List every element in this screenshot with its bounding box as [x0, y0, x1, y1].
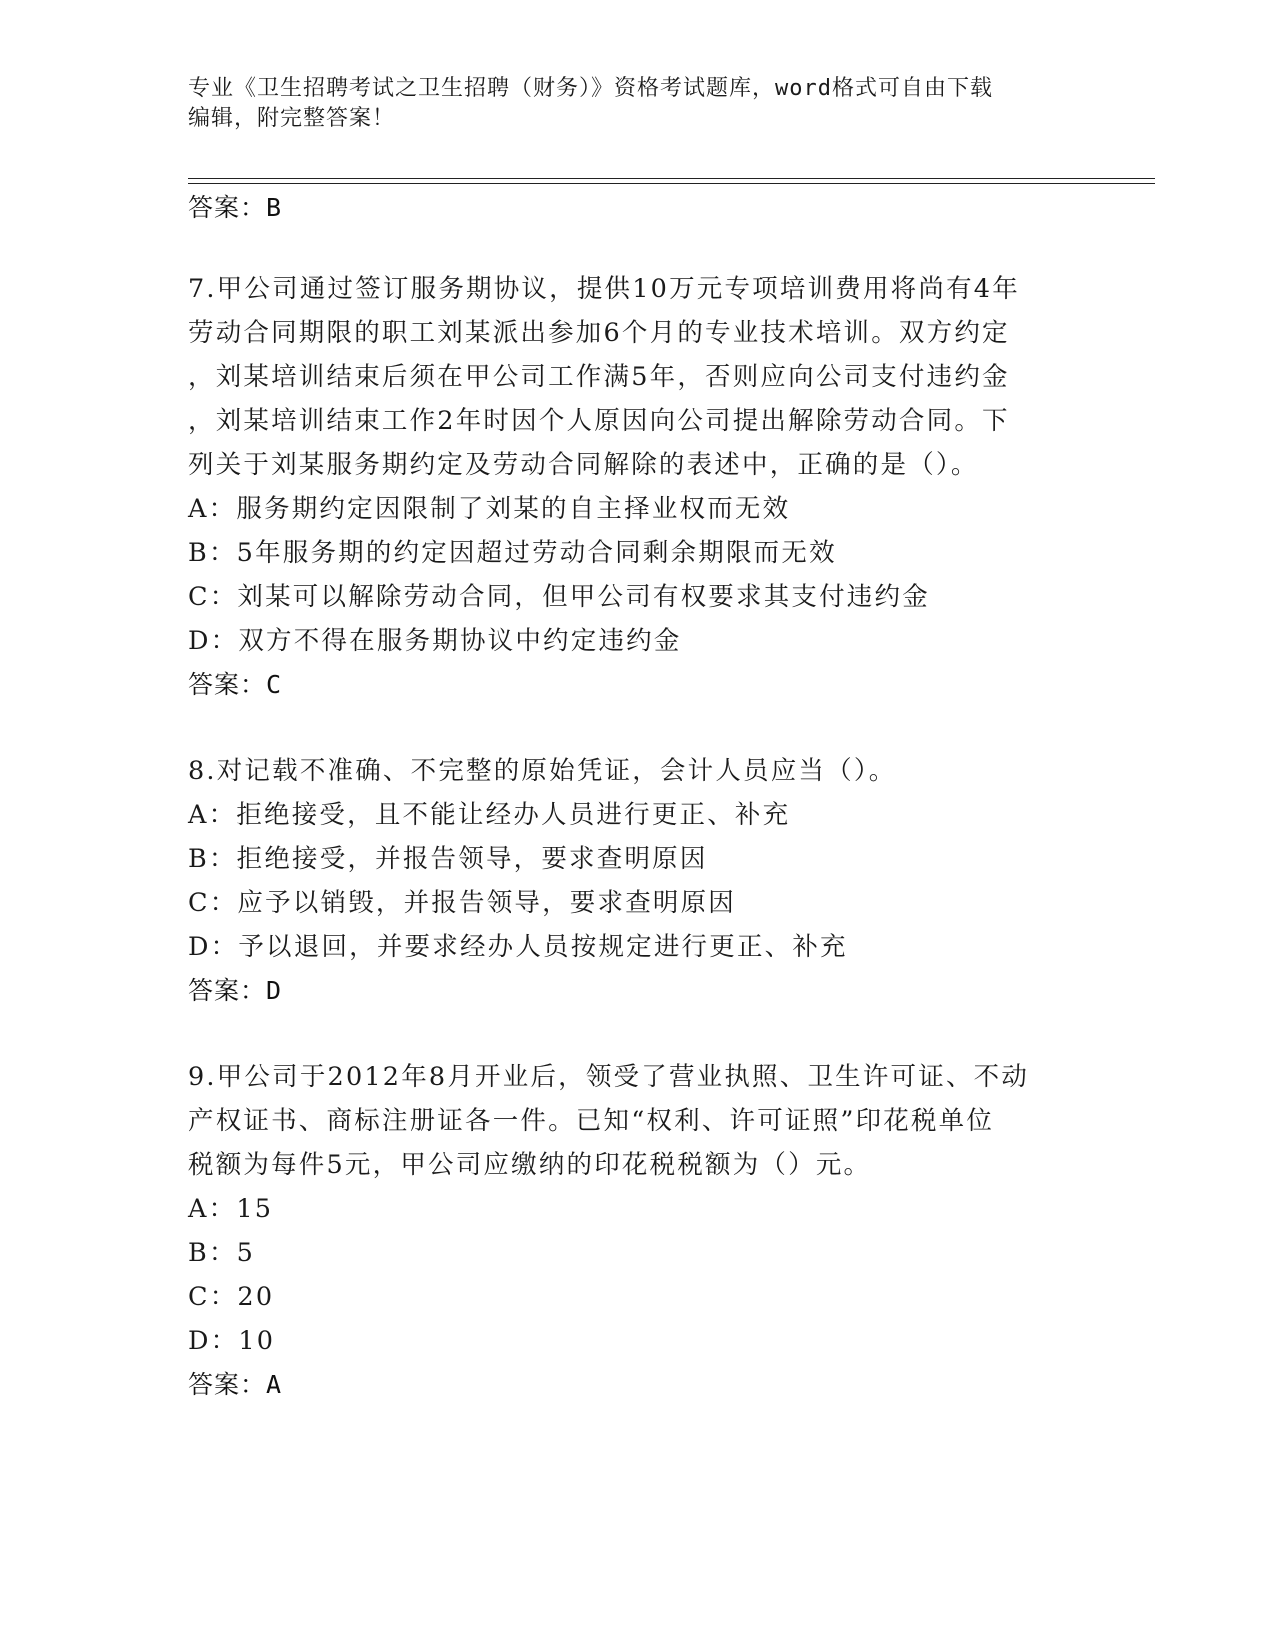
header-divider-bottom: [188, 183, 1155, 184]
question-7-line-4: ，刘某培训结束工作2年时因个人原因向公司提出解除劳动合同。下: [188, 406, 1010, 436]
question-9-line-3: 税额为每件5元，甲公司应缴纳的印花税税额为（）元。: [188, 1150, 872, 1180]
question-7-option-a: A：服务期约定因限制了刘某的自主择业权而无效: [188, 494, 791, 524]
question-9-option-a: A：15: [188, 1194, 274, 1224]
question-8-option-c: C：应予以销毁，并报告领导，要求查明原因: [188, 888, 737, 918]
header-line-2: 编辑，附完整答案！: [188, 106, 396, 131]
question-8-option-b: B：拒绝接受，并报告领导，要求查明原因: [188, 844, 708, 874]
header-divider-top: [188, 178, 1155, 179]
question-9-option-b: B：5: [188, 1238, 256, 1268]
document-header: [188, 74, 1088, 134]
question-7-answer: 答案：C: [188, 670, 283, 699]
question-7-option-b: B：5年服务期的约定因超过劳动合同剩余期限而无效: [188, 538, 837, 568]
question-7-option-c: C：刘某可以解除劳动合同，但甲公司有权要求其支付违约金: [188, 582, 930, 612]
question-7-line-2: 劳动合同期限的职工刘某派出参加6个月的专业技术培训。双方约定: [188, 318, 1010, 348]
question-9-answer: 答案：A: [188, 1370, 283, 1399]
header-line-1: 专业《卫生招聘考试之卫生招聘（财务）》资格考试题库，word格式可自由下载: [188, 76, 993, 101]
question-9-option-d: D：10: [188, 1326, 276, 1356]
previous-answer: 答案：B: [188, 193, 283, 222]
question-8-line-1: 8.对记载不准确、不完整的原始凭证，会计人员应当（）。: [188, 756, 897, 786]
question-8-option-a: A：拒绝接受，且不能让经办人员进行更正、补充: [188, 800, 791, 830]
question-7-option-d: D：双方不得在服务期协议中约定违约金: [188, 626, 682, 656]
question-7-line-1: 7.甲公司通过签订服务期协议，提供10万元专项培训费用将尚有4年: [188, 274, 1020, 304]
question-9-line-1: 9.甲公司于2012年8月开业后，领受了营业执照、卫生许可证、不动: [188, 1062, 1030, 1092]
question-9-option-c: C：20: [188, 1282, 275, 1312]
question-8-answer: 答案：D: [188, 976, 283, 1005]
question-9-line-2: 产权证书、商标注册证各一件。已知“权利、许可证照”印花税单位: [188, 1106, 995, 1136]
question-7-line-5: 列关于刘某服务期约定及劳动合同解除的表述中，正确的是（）。: [188, 450, 979, 480]
question-8-option-d: D：予以退回，并要求经办人员按规定进行更正、补充: [188, 932, 848, 962]
question-7-line-3: ，刘某培训结束后须在甲公司工作满5年，否则应向公司支付违约金: [188, 362, 1010, 392]
